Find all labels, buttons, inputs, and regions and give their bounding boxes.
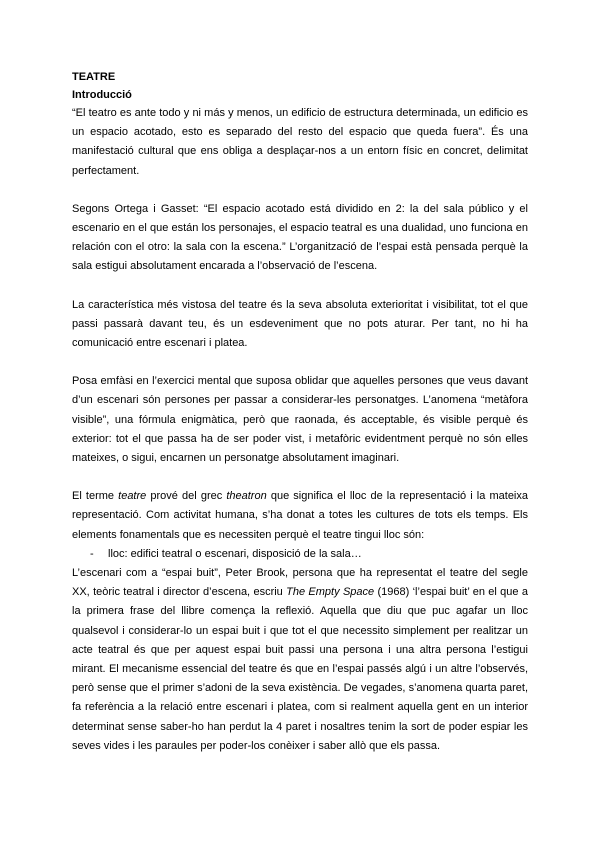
- paragraph-4: Posa emfàsi en l’exercici mental que suposa oblidar que aquelles persones que veus davant d’un escenari són persones per passar a considerar-les personatges. L’anomena “metàfora visible”, una fórmula enigmàtica, però que raonada, és acceptable, és visible perquè és exterior: tot el que passa ha de ser poder vist, i metafòric evidentment perquè no són elles mateixes, o sigui, encarnen un personatge absolutament imaginari.: [72, 375, 528, 465]
- document-title: TEATRE: [72, 71, 116, 83]
- section-heading: Introducció: [72, 89, 132, 101]
- paragraph-2: Segons Ortega i Gasset: “El espacio acotado está dividido en 2: la del sala público y el escenario en el que están los personajes, el espacio teatral es una dualidad, uno funciona en relación con el otro: la sala con la escena.” L’organització de l’espai està pensada perquè la sala estigui absolutament encarada a l’observació de l’escena.: [72, 202, 528, 273]
- paragraph-3: La característica més vistosa del teatre és la seva absoluta exterioritat i visibilitat, tot el que passi passarà davant teu, és un esdeveniment que no pots aturar. Per tant, no hi ha comunicació entre escenari i platea.: [72, 298, 528, 350]
- paragraph-6: L’escenari com a “espai buit”, Peter Brook, persona que ha representat el teatre del segle XX, teòric teatral i director d’escena, escriu The Empty Space (1968) ‘l’espai buit’ en el que a la primera frase del llibre comença la reflexió. Aquella que diu que puc agafar un lloc qualsevol i considerar-lo un espai buit i que tot el que necessito simplement per realitzar un acte teatral és que per aquest espai buit passi una persona i una altra persona l’estigui mirant. El mecanisme essencial del teatre és que en l’espai passés algú i un altre l’observés, però sense que el primer s’adoni de la seva existència. De vegades, s’anomena quarta paret, fa referència a la relació entre escenari i platea, com si realment aquella gent en un interior determinat sense saber-ho han perdut la 4 paret i nosaltres tenim la sort de poder espiar les seves vides i les paraules per poder-los conèixer i saber allò que els passa.: [72, 567, 528, 752]
- document-page: [72, 68, 528, 756]
- paragraph-5: El terme teatre prové del grec theatron que significa el lloc de la representació i la mateixa representació. Com activitat humana, s’ha donat a totes les cultures de tots els temps. Els elements fonamentals que es necessiten perquè el teatre tingui lloc són:: [72, 490, 528, 541]
- bullet-dash: -: [90, 547, 94, 560]
- list-item: [72, 545, 528, 564]
- list-item-text: lloc: edifici teatral o escenari, disposició de la sala…: [108, 547, 362, 560]
- paragraph-1: “El teatro es ante todo y ni más y menos, un edificio de estructura determinada, un edificio es un espacio acotado, esto es separado del resto del espacio que queda fuera”. És una manifestació cultural que ens obliga a desplaçar-nos a un entorn físic en concret, delimitat perfectament.: [72, 107, 528, 177]
